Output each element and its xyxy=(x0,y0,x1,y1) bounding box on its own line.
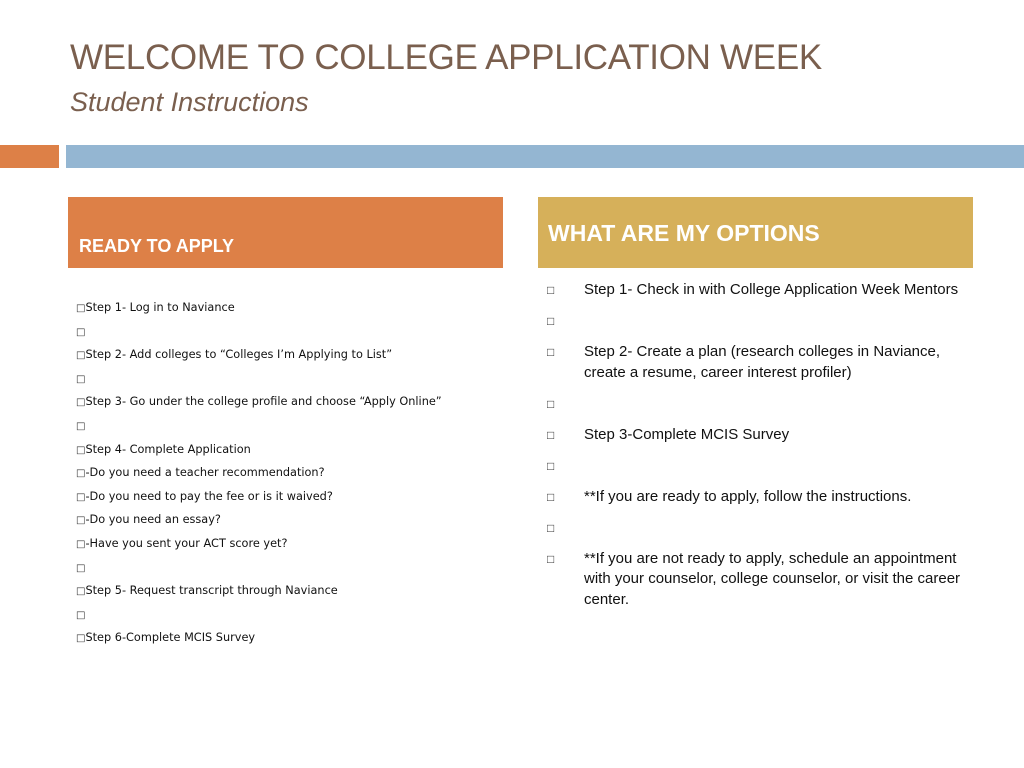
list-item-text: Step 2- Create a plan (research colleges in Naviance, create a resume, career interest profiler) xyxy=(584,343,941,381)
square-bullet-icon: □ xyxy=(76,350,86,362)
list-item xyxy=(547,487,967,508)
list-item xyxy=(547,549,967,611)
list-item-text: -Have you sent your ACT score yet? xyxy=(85,536,288,550)
list-item xyxy=(76,300,506,324)
list-item xyxy=(76,512,506,536)
list-item xyxy=(76,560,506,584)
ready-to-apply-header xyxy=(68,197,503,268)
list-item-text: Step 3-Complete MCIS Survey xyxy=(584,425,790,443)
accent-bar-blue xyxy=(66,145,1024,168)
square-bullet-icon: □ xyxy=(76,586,86,598)
list-item xyxy=(76,630,506,654)
square-bullet-icon: □ xyxy=(76,538,86,550)
list-item-text: Step 1- Check in with College Application Week Mentors xyxy=(584,281,959,298)
list-item xyxy=(547,394,967,415)
list-item xyxy=(547,456,967,477)
square-bullet-icon: □ xyxy=(547,396,555,411)
square-bullet-icon: □ xyxy=(76,491,86,503)
square-bullet-icon: □ xyxy=(76,326,86,338)
what-are-my-options-header-label: WHAT ARE MY OPTIONS xyxy=(548,220,820,246)
list-item-text: Step 3- Go under the college profile and choose “Apply Online” xyxy=(85,395,442,409)
list-item xyxy=(547,311,967,332)
list-item xyxy=(547,342,967,383)
square-bullet-icon: □ xyxy=(76,562,86,574)
list-item-text: Step 6-Complete MCIS Survey xyxy=(85,631,256,645)
list-item-text: -Do you need to pay the fee or is it waived? xyxy=(85,489,333,503)
what-are-my-options-header xyxy=(538,197,973,268)
square-bullet-icon: □ xyxy=(76,633,86,645)
slide-subtitle: Student Instructions xyxy=(70,87,309,117)
square-bullet-icon: □ xyxy=(76,397,86,409)
square-bullet-icon: □ xyxy=(547,458,555,473)
ready-to-apply-header-label: READY TO APPLY xyxy=(79,236,235,256)
list-item-text: **If you are ready to apply, follow the instructions. xyxy=(584,487,912,505)
list-item xyxy=(76,583,506,607)
slide-title: WELCOME TO COLLEGE APPLICATION WEEK xyxy=(70,38,822,77)
square-bullet-icon: □ xyxy=(547,520,555,535)
list-item xyxy=(76,418,506,442)
list-item xyxy=(76,347,506,371)
square-bullet-icon: □ xyxy=(76,468,86,480)
list-item xyxy=(547,280,967,301)
list-item xyxy=(76,324,506,348)
list-item xyxy=(76,465,506,489)
square-bullet-icon: □ xyxy=(76,420,86,432)
square-bullet-icon: □ xyxy=(76,515,86,527)
list-item-text: Step 4- Complete Application xyxy=(85,442,251,456)
what-are-my-options-list xyxy=(547,280,967,621)
list-item-text: **If you are not ready to apply, schedule an appointment with your counselor, college counselor, or visit the career center. xyxy=(584,549,961,608)
list-item xyxy=(76,371,506,395)
list-item-text: Step 1- Log in to Naviance xyxy=(85,301,235,314)
square-bullet-icon: □ xyxy=(547,551,555,566)
list-item xyxy=(76,394,506,418)
square-bullet-icon: □ xyxy=(547,283,555,297)
square-bullet-icon: □ xyxy=(547,489,555,504)
square-bullet-icon: □ xyxy=(76,444,86,456)
accent-bar-orange xyxy=(0,145,59,168)
list-item-text: -Do you need an essay? xyxy=(85,513,221,527)
square-bullet-icon: □ xyxy=(76,609,86,621)
square-bullet-icon: □ xyxy=(547,427,555,442)
square-bullet-icon: □ xyxy=(547,345,555,359)
list-item-text: Step 2- Add colleges to “Colleges I’m Applying to List” xyxy=(85,348,393,362)
list-item xyxy=(76,442,506,466)
square-bullet-icon: □ xyxy=(547,314,555,328)
list-item xyxy=(547,425,967,446)
list-item xyxy=(547,518,967,539)
list-item-text: -Do you need a teacher recommendation? xyxy=(85,466,325,480)
list-item xyxy=(76,489,506,513)
square-bullet-icon: □ xyxy=(76,373,86,385)
square-bullet-icon: □ xyxy=(76,303,86,314)
list-item xyxy=(76,536,506,560)
ready-to-apply-list xyxy=(76,300,506,654)
list-item xyxy=(76,607,506,631)
list-item-text: Step 5- Request transcript through Naviance xyxy=(85,584,338,598)
